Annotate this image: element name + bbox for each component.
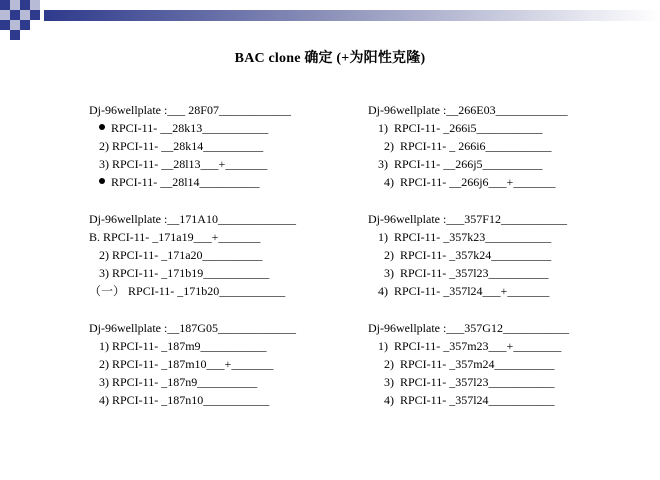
bullet-icon [99,124,105,130]
slide-title: BAC clone 确定 (+为阳性克隆) [234,51,426,66]
clone-id: RPCI-11- _357m24__________ [400,357,555,371]
item-number: 3) [384,266,394,280]
item-number: 3) [99,157,109,171]
clone-id: RPCI-11- __28k14__________ [112,139,264,153]
clone-id: RPCI-11- _171a20__________ [112,248,263,262]
clone-id: RPCI-11- _171b19___________ [112,266,270,280]
clone-id: RPCI-11- __28k13___________ [111,121,269,135]
clone-id: RPCI-11- _357k23___________ [394,230,552,244]
clone-id: RPCI-11- _187n10___________ [112,393,270,407]
item-number: 2) [99,357,109,371]
clone-id: RPCI-11- _ 266i6___________ [400,139,552,153]
item-number: 2) [99,248,109,262]
plate-block [89,210,329,300]
clone-id: RPCI-11- __28l14__________ [111,175,260,189]
item-number: 1) [378,230,388,244]
list-item [368,391,608,409]
list-item [368,137,608,155]
plate-header: Dj-96wellplate :___ 28F07____________ [89,103,291,117]
slide-decoration [0,0,660,48]
list-item [368,246,608,264]
clone-id: RPCI-11- _357m23___+________ [394,339,562,353]
clone-id: RPCI-11- _266i5___________ [394,121,543,135]
clone-id: RPCI-11- _357l23__________ [400,266,549,280]
item-number: 4) [384,393,394,407]
list-item [368,173,608,191]
item-number: 4) [99,393,109,407]
deco-square [0,0,10,10]
deco-square [30,0,40,10]
plate-block [368,319,608,409]
list-item [89,246,329,264]
item-number: B. [89,230,101,244]
clone-id: RPCI-11- _187n9__________ [112,375,258,389]
list-item [89,355,329,373]
list-item [89,173,329,191]
clone-id: RPCI-11- _357k24__________ [400,248,552,262]
plate-header: Dj-96wellplate :__266E03____________ [368,103,568,117]
deco-square [20,0,30,10]
list-item [368,373,608,391]
item-number: 3) [99,266,109,280]
item-number: 3) [378,157,388,171]
deco-gradient-bar [44,10,660,21]
list-item [89,373,329,391]
deco-square [0,10,10,20]
deco-square [0,20,10,30]
list-item [89,337,329,355]
list-item [368,282,608,300]
plate-block [368,210,608,300]
deco-square [30,10,40,20]
item-number: 2) [99,139,109,153]
item-number: 3) [99,375,109,389]
item-number: 2) [384,357,394,371]
plate-header: Dj-96wellplate :___357F12___________ [368,212,567,226]
item-number: 2) [384,248,394,262]
deco-square [20,20,30,30]
item-number: 2) [384,139,394,153]
clone-id: RPCI-11- _187m9___________ [112,339,267,353]
list-item [89,282,329,300]
item-number: 1) [378,339,388,353]
clone-id: RPCI-11- __266j6___+_______ [400,175,556,189]
list-item [368,337,608,355]
clone-id: RPCI-11- __266j5__________ [394,157,543,171]
list-item [89,155,329,173]
item-number: 1) [99,339,109,353]
deco-square [10,30,20,40]
list-item [89,228,329,246]
deco-square [20,10,30,20]
plate-block [89,319,329,409]
list-item [368,228,608,246]
clone-id: RPCI-11- _171a19___+_______ [103,230,261,244]
list-item [89,119,329,137]
list-item [89,391,329,409]
list-item [89,264,329,282]
deco-square [10,0,20,10]
deco-square [10,10,20,20]
plate-header: Dj-96wellplate :___357G12___________ [368,321,569,335]
item-number: 4) [378,284,388,298]
item-number: 3) [384,375,394,389]
clone-id: RPCI-11- _357l24___+_______ [394,284,550,298]
list-item [368,119,608,137]
list-item [368,264,608,282]
clone-id: RPCI-11- __28l13___+_______ [112,157,268,171]
plate-block [368,101,608,191]
clone-id: RPCI-11- _357l23___________ [400,375,555,389]
deco-square [10,20,20,30]
list-item [89,137,329,155]
item-number: 1) [378,121,388,135]
plate-block [89,101,329,191]
plate-header: Dj-96wellplate :__187G05_____________ [89,321,296,335]
item-number: （一） [89,284,126,298]
clone-id: RPCI-11- _187m10___+_______ [112,357,274,371]
clone-id: RPCI-11- _357l24___________ [400,393,555,407]
clone-id: RPCI-11- _171b20___________ [128,284,286,298]
list-item [368,155,608,173]
item-number: 4) [384,175,394,189]
plate-header: Dj-96wellplate :__171A10_____________ [89,212,296,226]
bullet-icon [99,178,105,184]
list-item [368,355,608,373]
